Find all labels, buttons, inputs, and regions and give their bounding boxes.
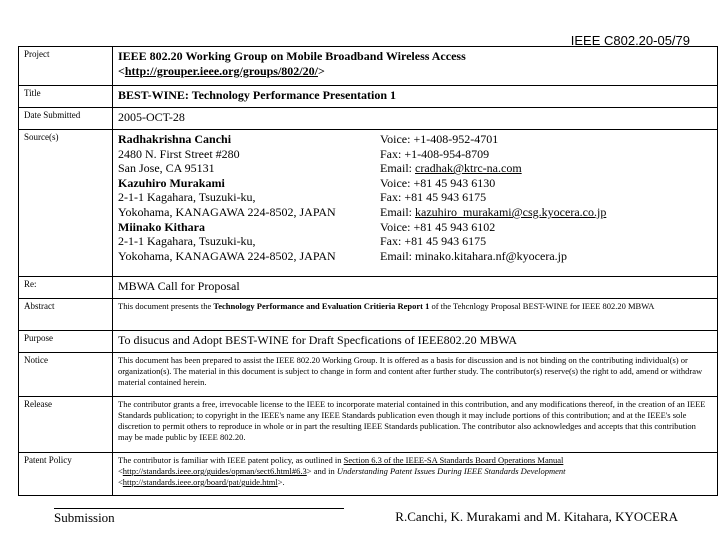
source-line: Yokohama, KANAGAWA 224-8502, JAPAN [118,204,336,219]
patent-guide-title: Understanding Patent Issues During IEEE Standards Development [336,466,566,476]
source-contacts [118,132,380,263]
project-name: IEEE 802.20 Working Group on Mobile Broadband Wireless Access [118,49,466,63]
contact-line: Voice: +81 45 943 6130 [380,175,496,190]
project-value [113,47,718,86]
row-source [19,130,718,277]
label-title: Title [19,86,113,108]
url-open-bracket: < [118,64,125,78]
source-line: 2-1-1 Kagahara, Tsuzuki-ku, [118,190,256,205]
label-abstract: Abstract [19,299,113,331]
abstract-value: This document presents the Technology Performance and Evaluation Critieria Report 1 of the Tehcnlogy Proposal BEST-WINE for IEEE 802.20 MBWA [113,299,718,331]
release-value: The contributor grants a free, irrevocable license to the IEEE to incorporate material contained in this contribution, and any modifications thereof, in the creation of an IEEE Standards publication; to copyright in the IEEE's name any IEEE Standards publication even though it may include portions of this contribution; and at the IEEE's sole discretion to permit others to reproduce in whole or in part the resulting IEEE Standards publication. The contributor also acknowledges and accepts that this contribution may be made public by IEEE 802.20. [113,397,718,453]
label-project: Project [19,47,113,86]
email-link[interactable]: cradhak@ktrc-na.com [415,161,522,176]
row-notice [19,353,718,397]
source-line: Radhakrishna Canchi [118,132,232,146]
label-purpose: Purpose [19,331,113,353]
label-re: Re: [19,277,113,299]
contact-line: Voice: +81 45 943 6102 [380,219,496,234]
row-abstract [19,299,718,331]
source-line: 2-1-1 Kagahara, Tsuzuki-ku, [118,234,256,249]
row-project [19,47,718,86]
source-line: Miinako Kithara [118,219,206,234]
source-line: San Jose, CA 95131 [118,161,215,176]
project-url-link[interactable]: http://grouper.ieee.org/groups/802/20/ [124,64,318,78]
footer-submission: Submission [54,508,344,526]
contact-line: Email: cradhak@ktrc-na.com [380,161,522,176]
contact-line: Email: kazuhiro_murakami@csg.kyocera.co.jp [380,204,607,219]
contact-line: Fax: +81 45 943 6175 [380,234,487,249]
row-purpose [19,331,718,353]
contact-line: Fax: +81 45 943 6175 [380,190,487,205]
contact-line: Fax: +1-408-954-8709 [380,146,490,161]
source-line: Kazuhiro Murakami [118,175,225,190]
row-title [19,86,718,108]
label-release: Release [19,397,113,453]
source-line: Yokohama, KANAGAWA 224-8502, JAPAN [118,248,336,263]
label-date: Date Submitted [19,108,113,130]
opman-url-link[interactable]: http://standards.ieee.org/guides/opman/sect6.html#6.3 [122,466,307,476]
footer-authors: R.Canchi, K. Murakami and M. Kitahara, KYOCERA [395,509,678,524]
contact-line: Voice: +1-408-952-4701 [380,132,499,146]
source-value [113,130,718,277]
url-close-bracket: > [317,64,325,78]
row-date [19,108,718,130]
source-line: 2480 N. First Street #280 [118,146,240,161]
source-phone-email [380,132,606,263]
notice-value: This document has been prepared to assist the IEEE 802.20 Working Group. It is offered as a basis for discussion and is not binding on the contributing individual(s) or organization(s). The material in this document is subject to change in form and content after further study. The contributor(s) reserve(s) the right to add, amend or withdraw material contained herein. [113,353,718,397]
label-notice: Notice [19,353,113,397]
document-id: IEEE C802.20-05/79 [570,33,690,48]
row-re [19,277,718,299]
patent-policy-value: The contributor is familiar with IEEE patent policy, as outlined in Section 6.3 of the IEEE-SA Standards Board Operations Manual <http://standards.ieee.org/guides/opman/sect6.html#6.3> and in Understanding Patent Issues During IEEE Standards Development <http://standards.ieee.org/board/pat/guide.html>. [113,453,718,496]
contact-line: Email: minako.kitahara.nf@kyocera.jp [380,248,567,263]
label-source: Source(s) [19,130,113,277]
row-release [19,397,718,453]
opman-section-link[interactable]: Section 6.3 of the IEEE-SA Standards Board Operations Manual [343,455,564,465]
row-patent-policy [19,453,718,496]
label-patent-policy: Patent Policy [19,453,113,496]
abstract-report-title: Technology Performance and Evaluation Critieria Report 1 [213,301,430,311]
purpose-value: To disucus and Adopt BEST-WINE for Draft Specfications of IEEE802.20 MBWA [113,331,718,353]
date-value: 2005-OCT-28 [113,108,718,130]
cover-sheet-table [18,46,718,496]
title-value: BEST-WINE: Technology Performance Presentation 1 [113,86,718,108]
patent-guide-url-link[interactable]: http://standards.ieee.org/board/pat/guide.html [122,477,278,487]
email-link[interactable]: kazuhiro_murakami@csg.kyocera.co.jp [415,204,607,219]
project-url-line [118,64,712,79]
re-value: MBWA Call for Proposal [113,277,718,299]
